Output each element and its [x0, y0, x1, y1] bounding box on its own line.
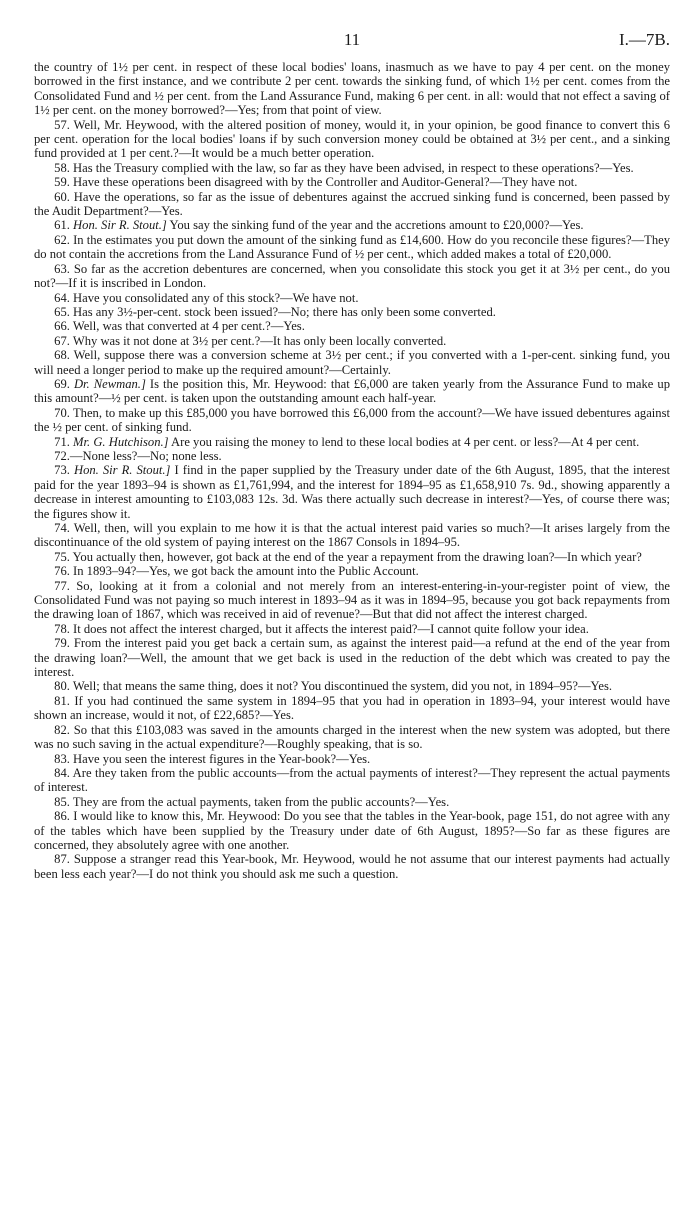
paragraph: [34, 161, 670, 175]
paragraph-text: 83. Have you seen the interest figures in the Year-book?—Yes.: [54, 751, 371, 766]
minutes-of-evidence-text: [34, 60, 670, 881]
paragraph: [34, 795, 670, 809]
paragraph: [34, 521, 670, 550]
paragraph-text: 75. You actually then, however, got back at the end of the year a repayment from the drawing loan?—In which year?: [54, 549, 642, 564]
question-number: 73.: [54, 463, 74, 478]
paragraph: [34, 233, 670, 262]
paragraph: [34, 679, 670, 693]
paragraph-text: 79. From the interest paid you get back a certain sum, as against the interest paid—a refund at the end of the year from the drawing loan?—Well, the amount that we get back is used in the reduction of the debt which was created to pay the interest.: [34, 636, 670, 680]
paragraph: [34, 218, 670, 232]
paragraph: [34, 622, 670, 636]
paragraph-text: 82. So that this £103,083 was saved in the amounts charged in the interest when the new system was adopted, but there was no such saving in the actual expenditure?—Roughly speaking, that is so.: [34, 722, 670, 752]
paragraph-text: 70. Then, to make up this £85,000 you have borrowed this £6,000 from the account?—We have issued debentures against the ½ per cent. of sinking fund.: [34, 405, 670, 435]
page-reference: I.—7B.: [619, 30, 670, 49]
page-header: [34, 30, 670, 52]
paragraph: [34, 305, 670, 319]
paragraph-text: 85. They are from the actual payments, taken from the public accounts?—Yes.: [54, 794, 450, 809]
document-page: [34, 30, 670, 881]
paragraph: [34, 334, 670, 348]
paragraph-text: Is the position this, Mr. Heywood: that £6,000 are taken yearly from the Assurance Fund to make up this amount?—½ per cent. is taken upon the outstanding amount each half-year.: [34, 376, 671, 406]
question-number: 69.: [54, 376, 74, 391]
paragraph: [34, 723, 670, 752]
paragraph-text: 62. In the estimates you put down the amount of the sinking fund as £14,600. How do you reconcile these figures?—They do not contain the accretions from the Land Assurance Fund of ½ per cent., which added makes a total of £20,000.: [34, 232, 670, 262]
paragraph-text: 86. I would like to know this, Mr. Heywood: Do you see that the tables in the Year-book, page 151, do not agree with any of the tables which have been supplied by the Treasury under date of 6th August, 1895?—So far as these figures are concerned, they absolutely agree with one another.: [34, 809, 670, 852]
paragraph-text: 68. Well, suppose there was a conversion scheme at 3½ per cent.; if you converted with a 1-per-cent. sinking fund, you will need a longer period to make up the required amount?—Certainly.: [34, 348, 670, 377]
paragraph: [34, 636, 670, 679]
paragraph: [34, 377, 670, 406]
paragraph-text: 59. Have these operations been disagreed with by the Controller and Auditor-General?—They have not.: [54, 175, 578, 190]
paragraph: [34, 579, 670, 622]
paragraph: [34, 406, 670, 435]
paragraph-text: Are you raising the money to lend to these local bodies at 4 per cent. or less?—At 4 per cent.: [171, 434, 640, 449]
paragraph: [34, 118, 670, 161]
speaker-name: Dr. Newman.]: [73, 376, 146, 391]
paragraph: [34, 60, 670, 118]
paragraph-text: 78. It does not affect the interest charged, but it affects the interest paid?—I cannot quite follow your idea.: [54, 621, 589, 636]
paragraph: [34, 564, 670, 578]
paragraph-text: 58. Has the Treasury complied with the law, so far as they have been advised, in respect to these operations?—Yes.: [54, 160, 634, 175]
paragraph: [34, 766, 670, 795]
paragraph-text: 67. Why was it not done at 3½ per cent.?—It has only been locally converted.: [54, 333, 447, 348]
paragraph-text: 66. Well, was that converted at 4 per cent.?—Yes.: [54, 319, 305, 334]
paragraph: [34, 463, 670, 521]
paragraph: [34, 752, 670, 766]
paragraph-text: 77. So, looking at it from a colonial and not merely from an interest-entering-in-your-register point of view, the Consolidated Fund was not paying so much interest in 1893–94 as it was in 1894–95, because you got back repayments from the drawing loan of 1867, which was received in aid of revenue?—But that did not affect the interest charged.: [34, 578, 670, 622]
paragraph: [34, 262, 670, 291]
page-number: 11: [343, 30, 361, 49]
paragraph-text: 80. Well; that means the same thing, does it not? You discontinued the system, did you not, in 1894–95?—Yes.: [54, 679, 613, 694]
paragraph: [34, 694, 670, 723]
paragraph-text: I find in the paper supplied by the Treasury under date of the 6th August, 1895, that the interest paid for the year 1893–94 is shown as £1,761,994, and the interest for 1894–95 as £1,658,910 7s. 9d., showing apparently a decrease in interest amounting to £103,083 12s. 3d. Was there actually such decrease in interest?—Yes, of course there was; the figures show it.: [34, 463, 671, 521]
paragraph-text: 74. Well, then, will you explain to me how it is that the actual interest paid varies so much?—It arises largely from the discontinuance of the old system of paying interest on the 1867 Consols in 1894–95.: [34, 521, 670, 550]
paragraph-text: 65. Has any 3½-per-cent. stock been issued?—No; there has only been some converted.: [54, 304, 496, 319]
paragraph: [34, 348, 670, 377]
paragraph-text: 81. If you had continued the same system in 1894–95 that you had in operation in 1893–94, your interest would have shown an increase, would it not, of £22,685?—Yes.: [34, 693, 670, 723]
speaker-name: Hon. Sir R. Stout.]: [73, 463, 171, 478]
paragraph-text: 76. In 1893–94?—Yes, we got back the amount into the Public Account.: [54, 564, 419, 579]
question-number: 61.: [54, 218, 74, 233]
paragraph-text: 63. So far as the accretion debentures are concerned, when you consolidate this stock you get it at 3½ per cent., do you not?—If it is inscribed in London.: [34, 261, 670, 291]
paragraph: [34, 291, 670, 305]
paragraph-text: the country of 1½ per cent. in respect of these local bodies' loans, inasmuch as we have to pay 4 per cent. on the money borrowed in the first instance, and we contribute 2 per cent. towards the sinking fund, of which 1½ per cent. comes from the Consolidated Fund and ½ per cent. from the Land Assurance Fund, making 6 per cent. in all: would that not effect a saving of 1½ per cent. on the money borrowed?—Yes; from that point of view.: [34, 60, 670, 118]
paragraph-text: You say the sinking fund of the year and the accretions amount to £20,000?—Yes.: [169, 218, 584, 233]
paragraph-text: 72.—None less?—No; none less.: [54, 448, 222, 463]
paragraph: [34, 175, 670, 189]
question-number: 71.: [54, 434, 74, 449]
paragraph: [34, 449, 670, 463]
paragraph: [34, 435, 670, 449]
paragraph-text: 60. Have the operations, so far as the issue of debentures against the accrued sinking fund is concerned, been passed by the Audit Department?—Yes.: [34, 189, 670, 219]
paragraph: [34, 852, 670, 881]
paragraph: [34, 550, 670, 564]
paragraph: [34, 190, 670, 219]
paragraph-text: 84. Are they taken from the public accounts—from the actual payments of interest?—They represent the actual payments of interest.: [34, 765, 670, 795]
paragraph: [34, 809, 670, 852]
speaker-name: Mr. G. Hutchison.]: [73, 434, 169, 449]
paragraph-text: 64. Have you consolidated any of this stock?—We have not.: [54, 290, 359, 305]
paragraph-text: 57. Well, Mr. Heywood, with the altered position of money, would it, in your opinion, be good finance to convert this 6 per cent. operation for the local bodies' loans if by such conversion money could be obtained at 3½ per cent., and a sinking fund provided at 1 per cent.?—It would be a much better operation.: [34, 117, 670, 161]
paragraph: [34, 319, 670, 333]
speaker-name: Hon. Sir R. Stout.]: [73, 218, 167, 233]
paragraph-text: 87. Suppose a stranger read this Year-book, Mr. Heywood, would he not assume that our interest payments had actually been less each year?—I do not think you should ask me such a question.: [34, 852, 670, 881]
